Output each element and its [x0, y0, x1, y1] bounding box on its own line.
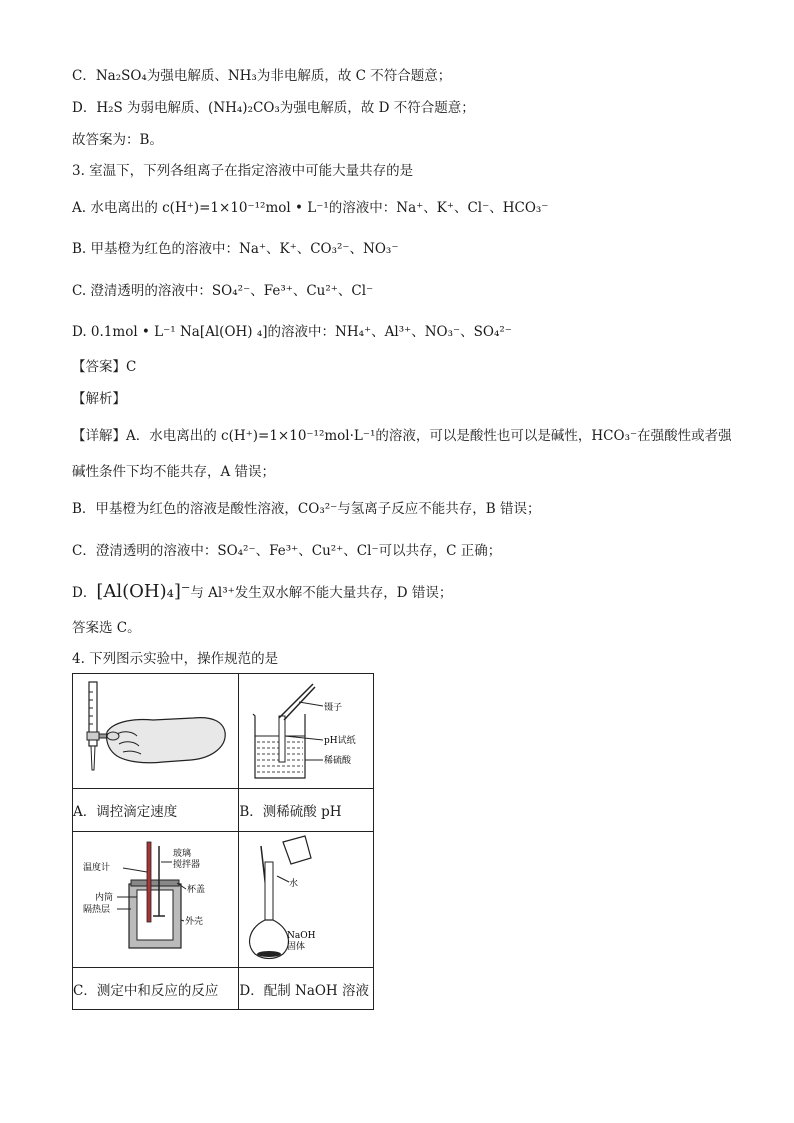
detail-d-ion: [Al(OH)₄]⁻	[96, 581, 191, 602]
figure-a-cell	[73, 674, 239, 789]
text-line-c-previous: C．Na₂SO₄为强电解质、NH₃为非电解质，故 C 不符合题意；	[72, 68, 452, 84]
detail-d-suffix: 与 Al³⁺发生双水解不能大量共存，D 错误；	[190, 585, 453, 601]
question-3-option-a: A. 水电离出的 c(H⁺)=1×10⁻¹²mol • L⁻¹的溶液中：Na⁺、K⁺、Cl⁻、HCO₃⁻	[72, 200, 549, 216]
label-thermometer: 温度计	[83, 863, 111, 873]
label-water: 水	[289, 879, 299, 889]
label-naoh: NaOH	[287, 931, 316, 941]
volumetric-flask-illustration	[239, 832, 373, 967]
detail-a-line-2: 碱性条件下均不能共存，A 错误；	[72, 464, 276, 480]
label-lid: 杯盖	[187, 885, 206, 895]
question-3-title: 3. 室温下，下列各组离子在指定溶液中可能大量共存的是	[72, 163, 414, 179]
detail-d	[72, 582, 452, 603]
label-glass: 玻璃	[173, 849, 192, 859]
detail-b: B．甲基橙为红色的溶液是酸性溶液，CO₃²⁻与氢离子反应不能共存，B 错误；	[72, 501, 541, 517]
analysis-tag: 【解析】	[72, 391, 126, 407]
detail-c: C．澄清透明的溶液中：SO₄²⁻、Fe³⁺、Cu²⁺、Cl⁻可以共存，C 正确；	[72, 543, 502, 559]
answer-value: C	[126, 359, 137, 375]
ph-paper-beaker-illustration	[239, 674, 373, 788]
question-4-title: 4. 下列图示实验中，操作规范的是	[72, 651, 279, 667]
text-line-d-previous: D．H₂S 为弱电解质、(NH₄)₂CO₃为强电解质，故 D 不符合题意；	[72, 100, 475, 116]
label-stirrer: 搅拌器	[173, 860, 201, 870]
calorimeter-illustration	[73, 832, 239, 967]
question-3-option-b: B. 甲基橙为红色的溶液中：Na⁺、K⁺、CO₃²⁻、NO₃⁻	[72, 241, 399, 257]
detail-d-prefix: D．	[72, 585, 97, 601]
label-tweezers: 镊子	[324, 703, 343, 713]
titration-hand-illustration	[73, 674, 239, 788]
label-inner-cup: 内筒	[95, 893, 114, 903]
detail-conclusion: 答案选 C。	[72, 620, 141, 636]
caption-d: D．配制 NaOH 溶液	[239, 968, 374, 1010]
question-3-option-c: C. 澄清透明的溶液中：SO₄²⁻、Fe³⁺、Cu²⁺、Cl⁻	[72, 283, 374, 299]
label-ph-paper: pH试纸	[324, 736, 357, 746]
figure-c-cell	[73, 832, 239, 968]
label-outer-shell: 外壳	[185, 917, 204, 927]
label-dilute-acid: 稀硫酸	[324, 756, 352, 766]
detail-a-line-1: 【详解】A．水电离出的 c(H⁺)=1×10⁻¹²mol·L⁻¹的溶液，可以是酸性也可以是碱性，HCO₃⁻在强酸性或者强	[72, 428, 732, 444]
answer-tag: 【答案】	[72, 359, 126, 375]
figure-d-cell	[239, 832, 374, 968]
figure-b-cell	[239, 674, 374, 789]
label-insulation: 隔热层	[83, 905, 111, 915]
caption-c: C．测定中和反应的反应	[73, 968, 239, 1010]
caption-b: B．测稀硫酸 pH	[239, 789, 374, 832]
caption-a: A．调控滴定速度	[73, 789, 239, 832]
experiment-figure-table	[72, 673, 374, 1010]
text-line-answer-previous: 故答案为：B。	[72, 132, 163, 148]
question-3-option-d: D. 0.1mol • L⁻¹ Na[Al(OH) ₄]的溶液中：NH₄⁺、Al³⁺、NO₃⁻、SO₄²⁻	[72, 324, 512, 340]
answer-line	[72, 357, 136, 377]
label-solid: 固体	[287, 942, 306, 952]
